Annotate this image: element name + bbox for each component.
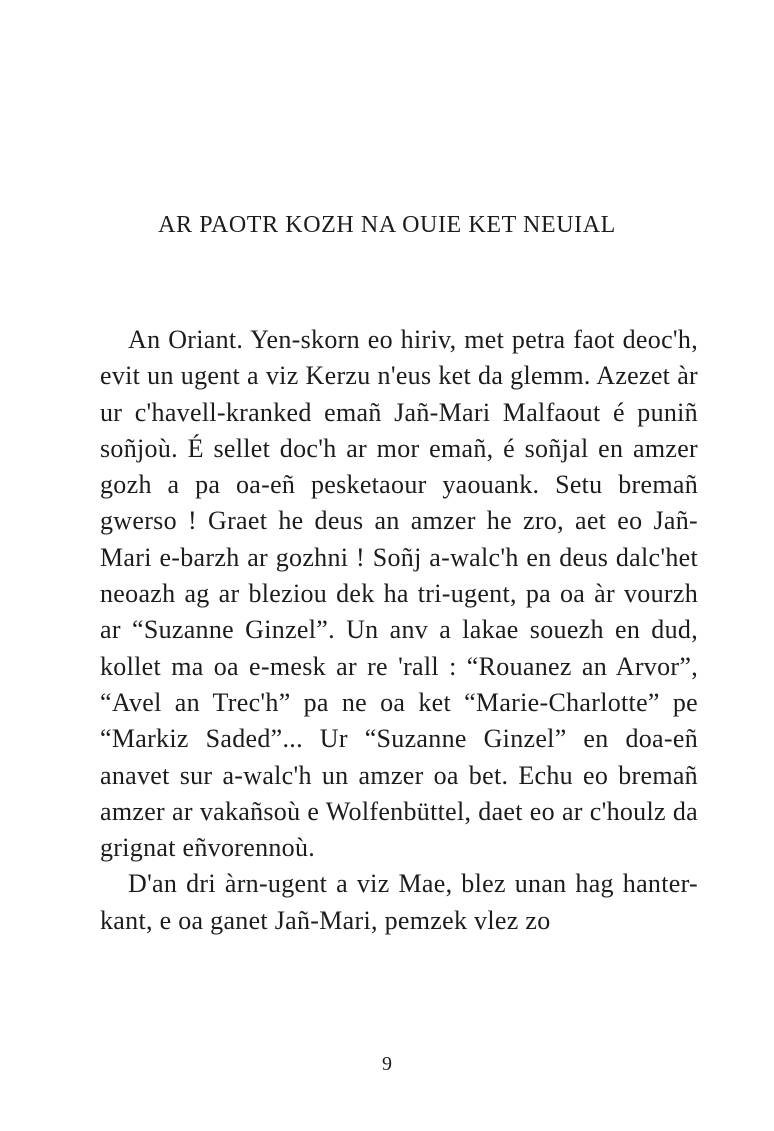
- chapter-body: [100, 322, 698, 939]
- page-number: 9: [382, 1053, 392, 1075]
- paragraph: An Oriant. Yen-skorn eo hiriv, met petra faot deoc'h, evit un ugent a viz Kerzu n'eus ket da glemm. Azezet àr ur c'havell-kranked emañ Jañ-Mari Malfaout é puniñ soñjoù. É sellet doc'h ar mor emañ, é soñjal en amzer gozh a pa oa-eñ pesketaour yaouank. Setu bremañ gwerso ! Graet he deus an amzer he zro, aet eo Jañ-Mari e-barzh ar gozhni ! Soñj a-walc'h en deus dalc'het neoazh ag ar bleziou dek ha tri-ugent, pa oa àr vourzh ar “Suzanne Ginzel”. Un anv a lakae souezh en dud, kollet ma oa e-mesk ar re 'rall : “Rouanez an Arvor”, “Avel an Trec'h” pa ne oa ket “Marie-Charlotte” pe “Markiz Saded”... Ur “Suzanne Ginzel” en doa-eñ anavet sur a-walc'h un amzer oa bet. Echu eo bremañ amzer ar vakañsoù e Wolfenbüttel, daet eo ar c'houlz da grignat eñvorennoù.: [100, 325, 698, 863]
- paragraph: D'an dri àrn-ugent a viz Mae, blez unan hag hanter-kant, e oa ganet Jañ-Mari, pemzek vlez zo: [100, 869, 698, 935]
- chapter-title: AR PAOTR KOZH NA OUIE KET NEUIAL: [158, 212, 616, 238]
